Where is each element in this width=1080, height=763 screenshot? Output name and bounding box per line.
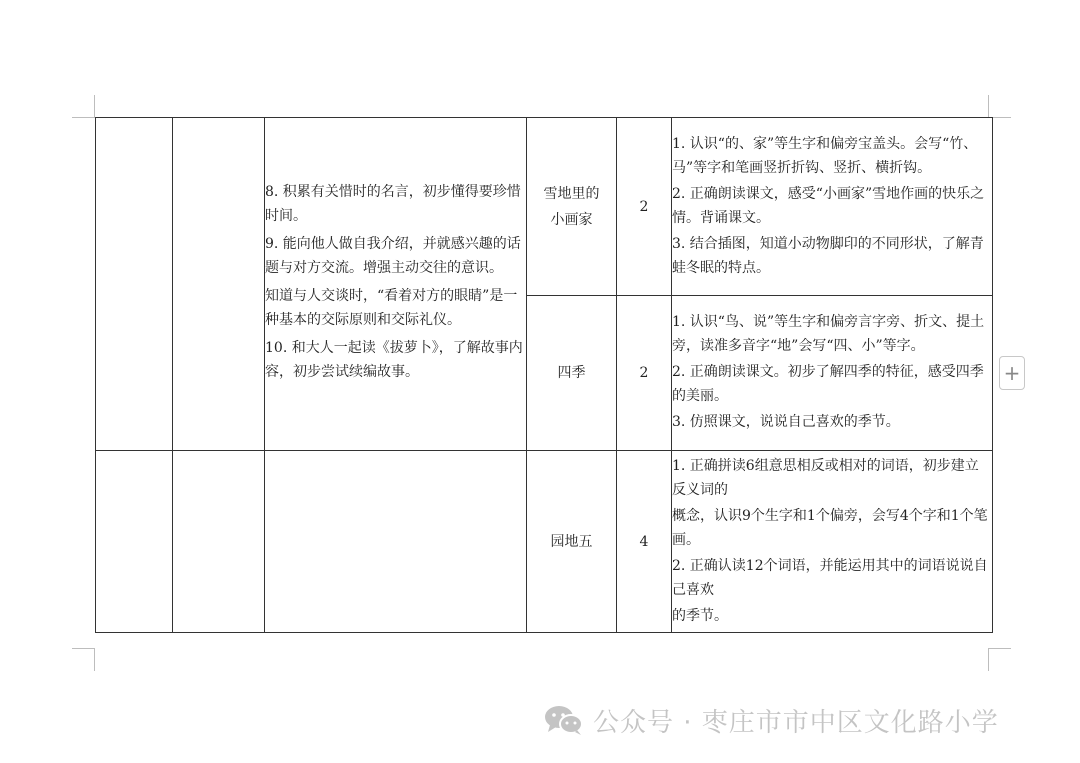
crop-mark-top-right xyxy=(988,95,1011,118)
empty-cell xyxy=(265,451,527,633)
wechat-icon xyxy=(543,703,585,737)
lesson-name: 园地五 xyxy=(527,451,617,633)
goal-item: 3. 结合插图，知道小动物脚印的不同形状，了解青蛙冬眠的特点。 xyxy=(672,235,984,276)
goal-item: 1. 认识“的、家”等生字和偏旁宝盖头。会写“竹、马”等字和笔画竖折折钩、竖折、横折钩。 xyxy=(672,135,978,176)
lesson-goals-cell xyxy=(672,451,993,633)
goal-item: 2. 正确朗读课文。初步了解四季的特征，感受四季的美丽。 xyxy=(672,364,984,404)
table-row xyxy=(96,451,993,633)
objective-item: 8. 积累有关惜时的名言，初步懂得要珍惜时间。 xyxy=(265,184,521,224)
goal-item: 概念，认识9个生字和1个偏旁，会写4个字和1个笔画。 xyxy=(672,507,988,548)
add-column-button[interactable] xyxy=(999,356,1025,390)
lesson-goals-cell xyxy=(672,296,993,451)
lesson-name-cell xyxy=(527,118,617,296)
objective-item: 10. 和大人一起读《拔萝卜》，了解故事内容，初步尝试续编故事。 xyxy=(265,340,523,380)
goal-item: 的季节。 xyxy=(672,607,728,624)
lesson-hours: 2 xyxy=(617,118,672,296)
empty-cell xyxy=(96,451,173,633)
empty-cell xyxy=(173,118,265,451)
goal-item: 3. 仿照课文，说说自己喜欢的季节。 xyxy=(672,414,900,430)
crop-mark-bottom-left xyxy=(72,648,95,671)
lesson-hours: 4 xyxy=(617,451,672,633)
goal-item: 2. 正确朗读课文，感受“小画家”雪地作画的快乐之情。背诵课文。 xyxy=(672,185,985,226)
lesson-name: 雪地里的小画家 xyxy=(543,185,600,228)
objective-item: 9. 能向他人做自我介绍，并就感兴趣的话题与对方交流。增强主动交往的意识。 xyxy=(265,236,521,276)
lesson-hours: 2 xyxy=(617,296,672,451)
table-row xyxy=(96,118,993,296)
watermark-text: 公众号 · 枣庄市市中区文化路小学 xyxy=(593,707,999,738)
watermark xyxy=(543,700,999,740)
goal-item: 1. 正确拼读6组意思相反或相对的词语，初步建立反义词的 xyxy=(672,457,979,498)
empty-cell xyxy=(173,451,265,633)
objectives-cell xyxy=(265,118,527,451)
plus-icon: + xyxy=(1003,361,1021,385)
crop-mark-bottom-right xyxy=(988,648,1011,671)
lesson-name: 四季 xyxy=(527,296,617,451)
empty-cell xyxy=(96,118,173,451)
goal-item: 2. 正确认读12个词语，并能运用其中的词语说说自己喜欢 xyxy=(672,557,988,598)
lesson-plan-table xyxy=(95,117,993,633)
crop-mark-top-left xyxy=(72,95,95,118)
objective-item: 知道与人交谈时，“看着对方的眼睛”是一种基本的交际原则和交际礼仪。 xyxy=(265,288,518,328)
goal-item: 1. 认识“鸟、说”等生字和偏旁言字旁、折文、提土旁，读准多音字“地”会写“四、小”等字。 xyxy=(672,314,985,354)
lesson-goals-cell xyxy=(672,118,993,296)
